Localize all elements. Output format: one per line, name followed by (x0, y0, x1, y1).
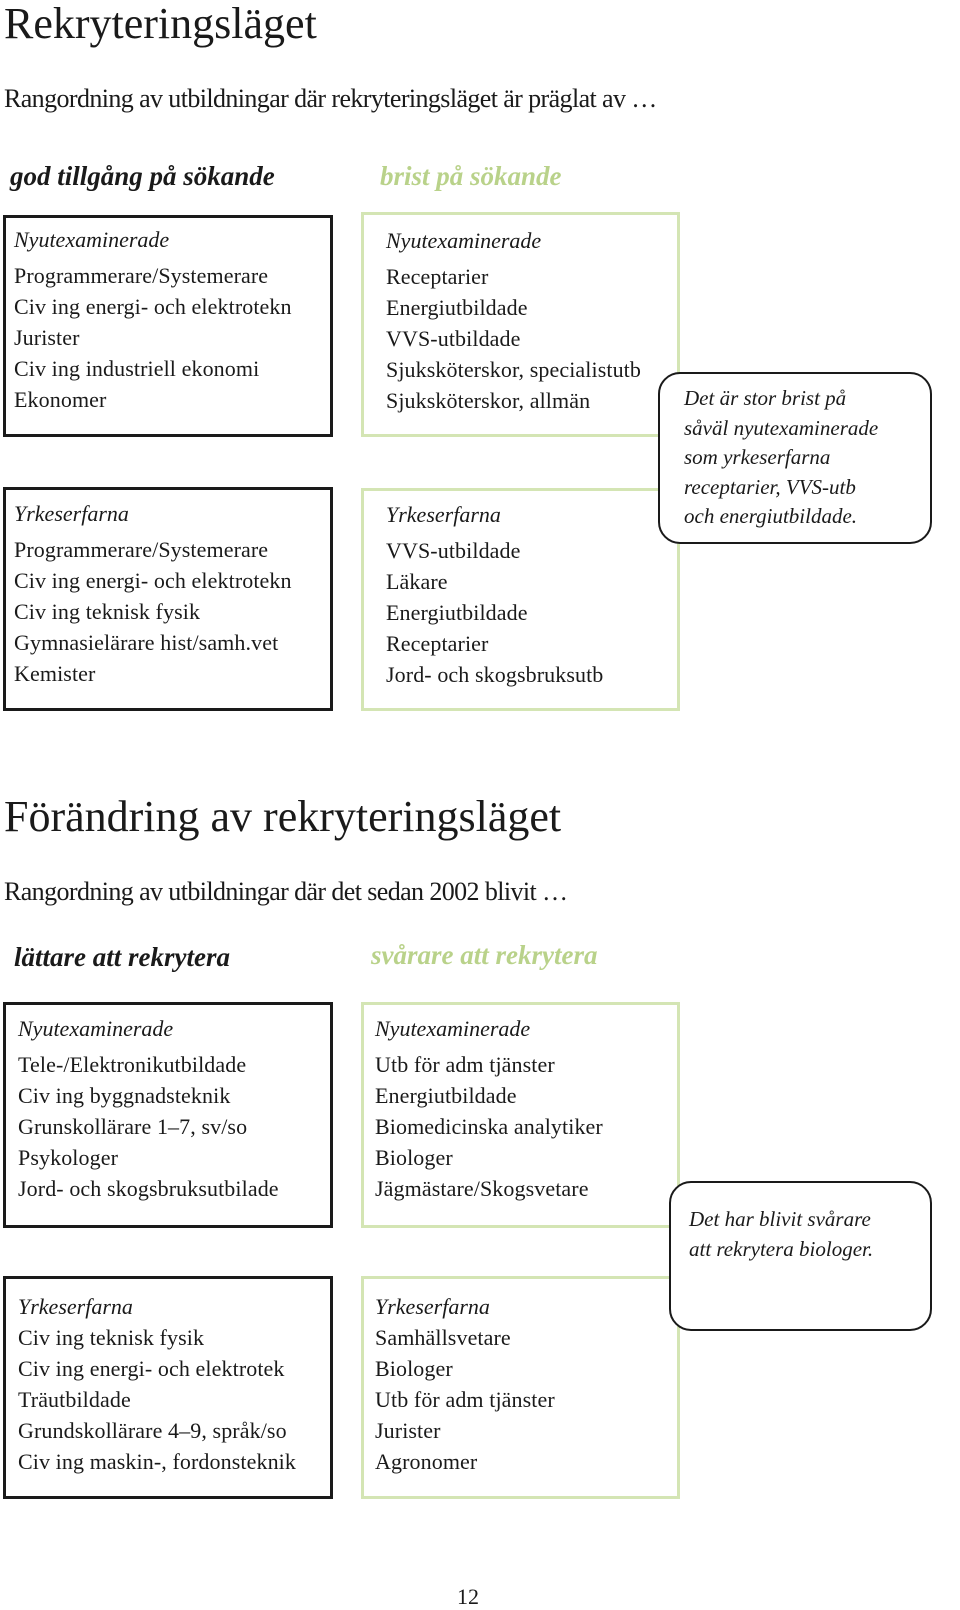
section1-left-bottom-box (3, 487, 333, 711)
list-item: Samhällsvetare (375, 1325, 511, 1350)
list-item: Agronomer (375, 1449, 478, 1474)
list-item: Civ ing energi- och elektrotek (18, 1356, 285, 1381)
list-item: Civ ing industriell ekonomi (14, 356, 260, 381)
box-label: Nyutexaminerade (18, 1016, 174, 1041)
list-item: Civ ing maskin-, fordonsteknik (18, 1449, 296, 1474)
list-item: Ekonomer (14, 387, 107, 412)
list-item: Receptarier (386, 264, 489, 289)
section2-subtitle: Rangordning av utbildningar där det sedan 2002 blivit … (4, 877, 568, 906)
list-item: Biologer (375, 1145, 453, 1170)
list-item: Energiutbildade (386, 600, 528, 625)
box-label: Nyutexaminerade (375, 1016, 531, 1041)
callout-line: såväl nyutexaminerade (684, 415, 879, 440)
list-item: Grunskollärare 1–7, sv/so (18, 1114, 248, 1139)
section1-left-heading: god tillgång på sökande (10, 161, 275, 191)
list-item: Programmerare/Systemerare (14, 263, 269, 288)
section1-left-top-box (3, 215, 333, 437)
section2-callout (669, 1181, 932, 1331)
box-label: Yrkeserfarna (14, 501, 129, 526)
list-item: Programmerare/Systemerare (14, 537, 269, 562)
list-item: Sjuksköterskor, specialistutb (386, 357, 641, 382)
callout-line: att rekrytera biologer. (689, 1236, 874, 1261)
list-item: Sjuksköterskor, allmän (386, 388, 591, 413)
section1-right-bottom-box (361, 488, 680, 711)
list-item: Civ ing energi- och elektrotekn (14, 568, 292, 593)
list-item: Jägmästare/Skogsvetare (375, 1176, 589, 1201)
list-item: Träutbildade (18, 1387, 131, 1412)
list-item: Grundskollärare 4–9, språk/so (18, 1418, 287, 1443)
section1-callout (658, 372, 932, 544)
list-item: Psykologer (18, 1145, 118, 1170)
section2-left-heading: lättare att rekrytera (14, 942, 230, 972)
list-item: Jurister (375, 1418, 441, 1443)
section2-left-bottom-box (3, 1276, 333, 1499)
section1-right-heading: brist på sökande (380, 161, 562, 191)
list-item: Biologer (375, 1356, 453, 1381)
list-item: Civ ing teknisk fysik (14, 599, 201, 624)
box-label: Yrkeserfarna (386, 502, 501, 527)
list-item: Utb för adm tjänster (375, 1052, 555, 1077)
list-item: Jord- och skogsbruksutbilade (18, 1176, 279, 1201)
section1-title: Rekryteringsläget (4, 0, 317, 48)
section2-left-top-box (3, 1002, 333, 1228)
list-item: Energiutbildade (386, 295, 528, 320)
section2-title: Förändring av rekryteringsläget (4, 792, 562, 841)
list-item: Civ ing energi- och elektrotekn (14, 294, 292, 319)
callout-line: och energiutbildade. (684, 504, 858, 528)
box-label: Yrkeserfarna (375, 1294, 490, 1319)
section1-right-top-box (361, 212, 680, 437)
section1-subtitle: Rangordning av utbildningar där rekryteringsläget är präglat av … (4, 84, 657, 113)
list-item: Energiutbildade (375, 1083, 517, 1108)
list-item: Gymnasielärare hist/samh.vet (14, 630, 279, 655)
list-item: Receptarier (386, 631, 489, 656)
list-item: VVS-utbildade (386, 538, 521, 563)
callout-line: Det har blivit svårare (689, 1207, 871, 1231)
list-item: Utb för adm tjänster (375, 1387, 555, 1412)
box-label: Yrkeserfarna (18, 1294, 133, 1319)
page-number: 12 (457, 1584, 479, 1609)
list-item: Jord- och skogsbruksutb (386, 662, 604, 687)
list-item: Biomedicinska analytiker (375, 1114, 603, 1139)
list-item: Jurister (14, 325, 80, 350)
list-item: Kemister (14, 661, 96, 686)
section2-right-top-box (361, 1002, 680, 1228)
callout-line: Det är stor brist på (684, 386, 847, 410)
section2-right-bottom-box (361, 1276, 680, 1499)
callout-line: receptarier, VVS-utb (684, 474, 856, 499)
list-item: Läkare (386, 569, 448, 594)
callout-line: som yrkeserfarna (684, 445, 831, 469)
section2-right-heading: svårare att rekrytera (371, 940, 598, 970)
list-item: Tele-/Elektronikutbildade (18, 1052, 247, 1077)
list-item: Civ ing byggnadsteknik (18, 1083, 231, 1108)
box-label: Nyutexaminerade (386, 228, 542, 253)
list-item: Civ ing teknisk fysik (18, 1325, 205, 1350)
list-item: VVS-utbildade (386, 326, 521, 351)
box-label: Nyutexaminerade (14, 227, 170, 252)
